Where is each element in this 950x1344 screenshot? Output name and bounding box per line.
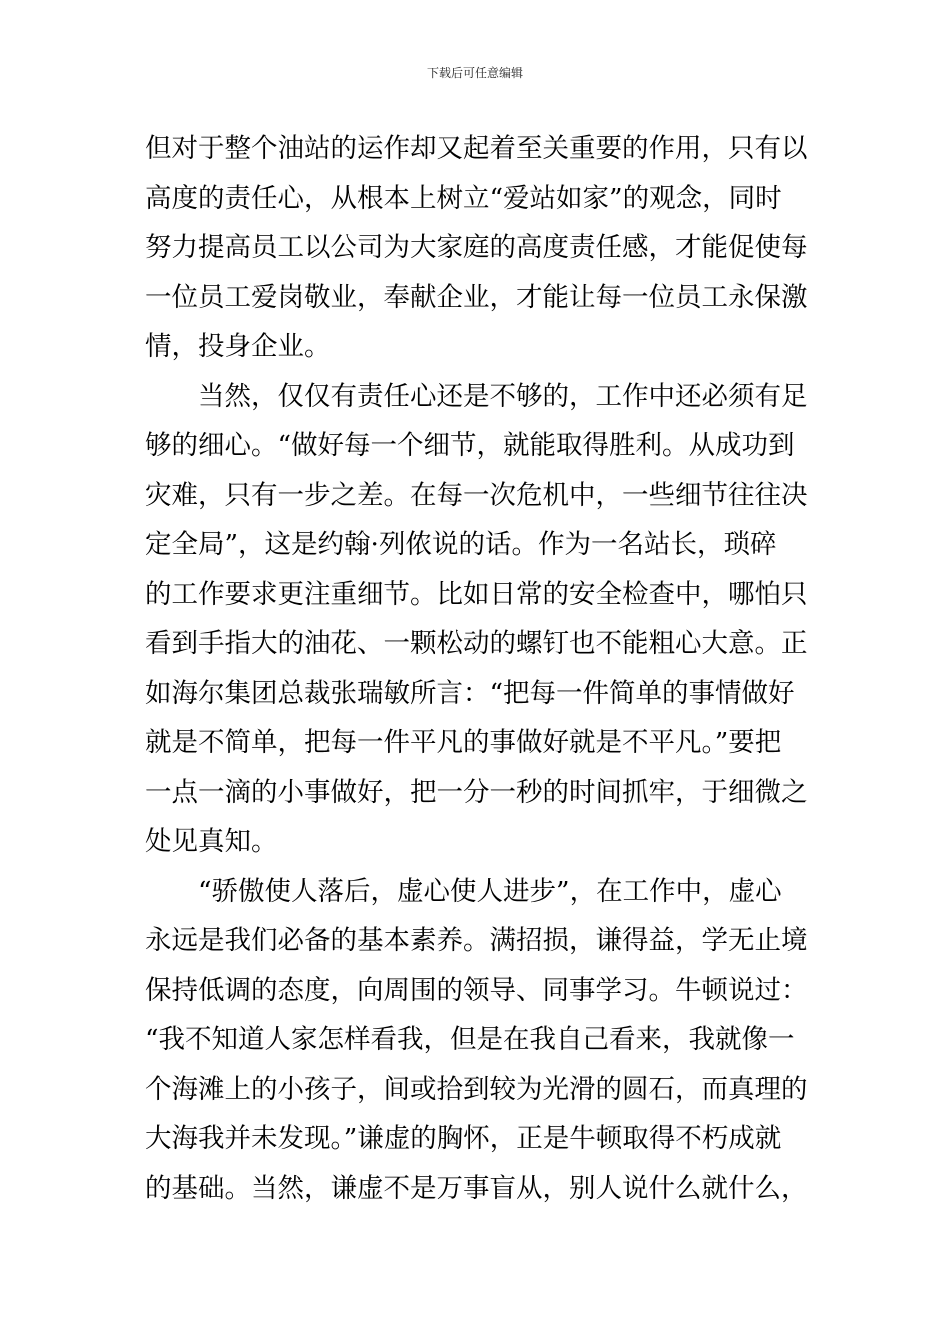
text-line-8: 灾难，只有一步之差。在每一次危机中，一些细节往往决 — [145, 479, 808, 511]
text-line-5: 情，投身企业。 — [145, 331, 331, 362]
text-line-9: 定全局”，这是约翰·列侬说的话。作为一名站长，琐碎 — [145, 529, 777, 560]
text-line-6: 当然，仅仅有责任心还是不够的，工作中还必须有足 — [145, 380, 808, 412]
text-line-18: 保持低调的态度，向周围的领导、同事学习。牛顿说过： — [145, 974, 808, 1006]
text-line-14: 一点一滴的小事做好，把一分一秒的时间抓牢，于细微之 — [145, 776, 808, 808]
text-line-21: 大海我并未发现。”谦虚的胸怀，正是牛顿取得不朽成就 — [145, 1123, 782, 1154]
text-line-22: 的基础。当然，谦虚不是万事盲从，别人说什么就什么， — [145, 1172, 808, 1204]
text-line-3: 努力提高员工以公司为大家庭的高度责任感，才能促使每 — [145, 232, 808, 263]
text-line-7: 够的细心。“做好每一个细节，就能取得胜利。从成功到 — [145, 430, 795, 461]
document-body — [145, 124, 810, 1213]
page-header: 下载后可任意编辑 — [426, 66, 523, 80]
text-line-10: 的工作要求更注重细节。比如日常的安全检查中，哪怕只 — [145, 578, 808, 610]
text-line-20: 个海滩上的小孩子，间或拾到较为光滑的圆石，而真理的 — [145, 1073, 808, 1105]
text-line-11: 看到手指大的油花、一颗松动的螺钉也不能粗心大意。正 — [145, 628, 808, 659]
text-line-2: 高度的责任心，从根本上树立“爱站如家”的观念，同时 — [145, 182, 782, 214]
text-line-15: 处见真知。 — [145, 826, 278, 857]
text-line-13: 就是不简单，把每一件平凡的事做好就是不平凡。”要把 — [145, 727, 782, 758]
text-line-17: 永远是我们必备的基本素养。满招损，谦得益，学无止境 — [145, 925, 808, 956]
text-line-16: “骄傲使人落后，虚心使人进步”，在工作中，虚心 — [145, 875, 782, 907]
text-line-12: 如海尔集团总裁张瑞敏所言：“把每一件简单的事情做好 — [145, 677, 795, 709]
text-line-19: “我不知道人家怎样看我，但是在我自己看来，我就像一 — [145, 1024, 795, 1055]
text-line-1: 但对于整个油站的运作却又起着至关重要的作用，只有以 — [145, 133, 808, 164]
text-line-4: 一位员工爱岗敬业，奉献企业，才能让每一位员工永保激 — [145, 281, 808, 313]
